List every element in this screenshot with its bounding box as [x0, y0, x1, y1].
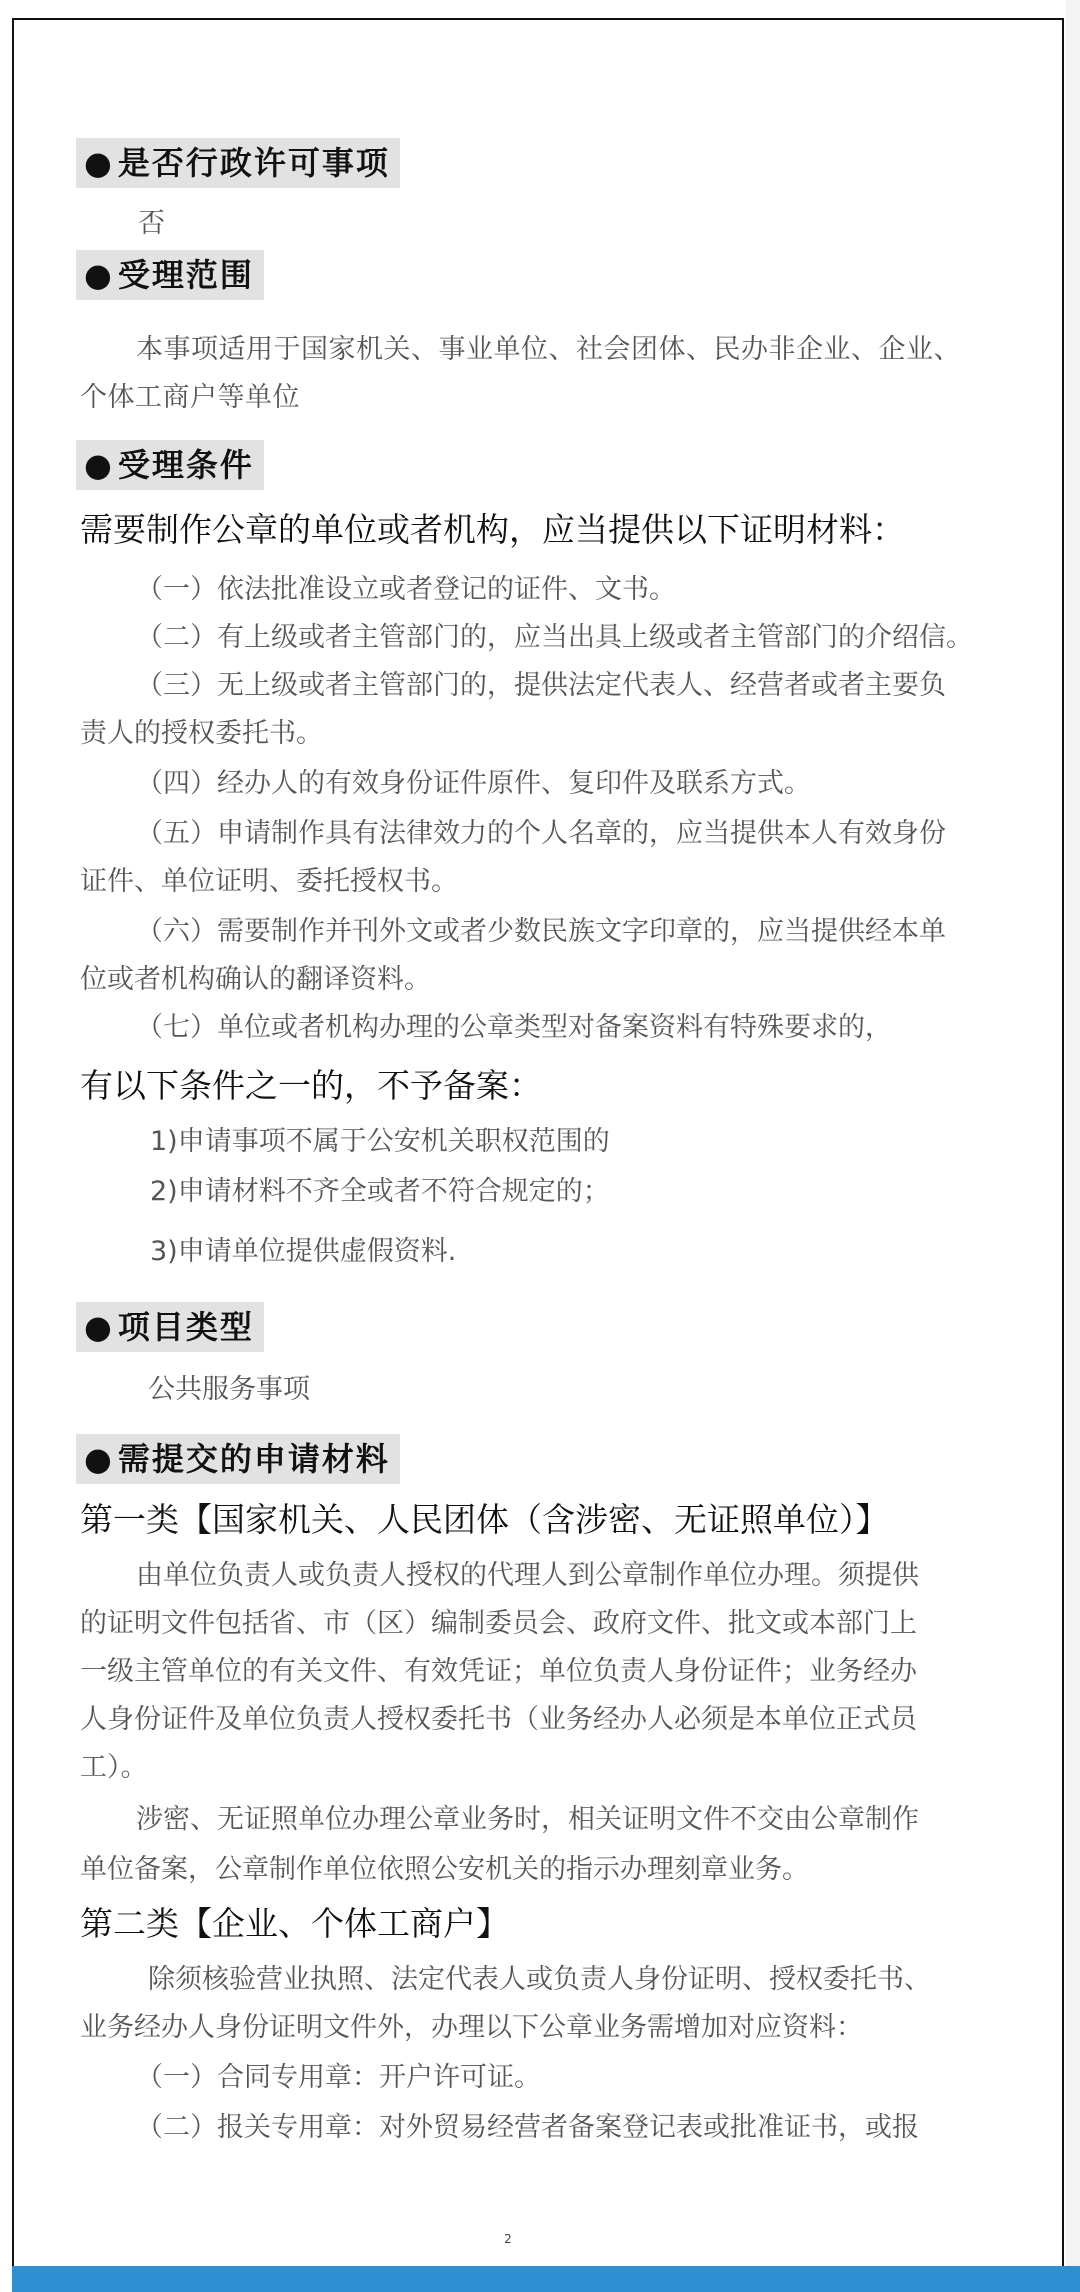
reject-intro: 有以下条件之一的，不予备案：: [80, 1066, 542, 1105]
scope-text-line2: 个体工商户等单位: [80, 382, 300, 413]
class1-line: 的证明文件包括省、市（区）编制委员会、政府文件、批文或本部门上: [80, 1608, 917, 1639]
class1-line: 一级主管单位的有关文件、有效凭证；单位负责人身份证件；业务经办: [80, 1656, 917, 1687]
condition-item: 证件、单位证明、委托授权书。: [80, 866, 458, 897]
reject-item: 3)申请单位提供虚假资料.: [150, 1236, 457, 1267]
admin-permit-answer: 否: [138, 208, 166, 239]
class1-line: 工）。: [80, 1752, 148, 1783]
page-right-margin: [1066, 0, 1080, 2292]
bullet-icon: ●: [84, 256, 114, 294]
heading-project-type: ● 项目类型: [76, 1302, 264, 1352]
class2-line: 除须核验营业执照、法定代表人或负责人身份证明、授权委托书、: [148, 1964, 931, 1995]
materials-class2-title: 第二类【企业、个体工商户】: [80, 1904, 509, 1943]
heading-materials: ● 需提交的申请材料: [76, 1434, 400, 1484]
class1-line: 人身份证件及单位负责人授权委托书（业务经办人必须是本单位正式员: [80, 1704, 917, 1735]
condition-item: （七）单位或者机构办理的公章类型对备案资料有特殊要求的，: [136, 1012, 892, 1043]
project-type-value: 公共服务事项: [148, 1374, 310, 1405]
condition-item: 责人的授权委托书。: [80, 718, 323, 749]
page-number: 2: [504, 2232, 512, 2246]
bullet-icon: ●: [84, 1308, 114, 1346]
scope-text-line1: 本事项适用于国家机关、事业单位、社会团体、民办非企业、企业、: [136, 334, 961, 365]
class1-secret-line: 涉密、无证照单位办理公章业务时，相关证明文件不交由公章制作: [136, 1804, 919, 1835]
conditions-intro: 需要制作公章的单位或者机构，应当提供以下证明材料：: [80, 510, 905, 549]
condition-item: （二）有上级或者主管部门的，应当出具上级或者主管部门的介绍信。: [136, 622, 973, 653]
bullet-icon: ●: [84, 1440, 114, 1478]
condition-item: （六）需要制作并刊外文或者少数民族文字印章的，应当提供经本单: [136, 916, 946, 947]
reject-item: 1)申请事项不属于公安机关职权范围的: [150, 1126, 610, 1157]
bullet-icon: ●: [84, 446, 114, 484]
materials-class1-title: 第一类【国家机关、人民团体（含涉密、无证照单位）】: [80, 1500, 889, 1539]
reject-item: 2)申请材料不齐全或者不符合规定的；: [150, 1176, 610, 1207]
condition-item: （四）经办人的有效身份证件原件、复印件及联系方式。: [136, 768, 811, 799]
condition-item: （三）无上级或者主管部门的，提供法定代表人、经营者或者主要负: [136, 670, 946, 701]
class2-item: （二）报关专用章：对外贸易经营者备案登记表或批准证书，或报: [136, 2112, 919, 2143]
class2-line: 业务经办人身份证明文件外，办理以下公章业务需增加对应资料：: [80, 2012, 863, 2043]
heading-conditions: ● 受理条件: [76, 440, 264, 490]
heading-admin-permit: ● 是否行政许可事项: [76, 138, 400, 188]
condition-item: 位或者机构确认的翻译资料。: [80, 964, 431, 995]
condition-item: （五）申请制作具有法律效力的个人名章的，应当提供本人有效身份: [136, 818, 946, 849]
bottom-color-bar: [12, 2266, 1080, 2292]
bullet-icon: ●: [84, 144, 114, 182]
class2-item: （一）合同专用章：开户许可证。: [136, 2062, 541, 2093]
class1-line: 由单位负责人或负责人授权的代理人到公章制作单位办理。须提供: [136, 1560, 919, 1591]
heading-scope: ● 受理范围: [76, 250, 264, 300]
condition-item: （一）依法批准设立或者登记的证件、文书。: [136, 574, 676, 605]
class1-secret-line: 单位备案，公章制作单位依照公安机关的指示办理刻章业务。: [80, 1854, 809, 1885]
